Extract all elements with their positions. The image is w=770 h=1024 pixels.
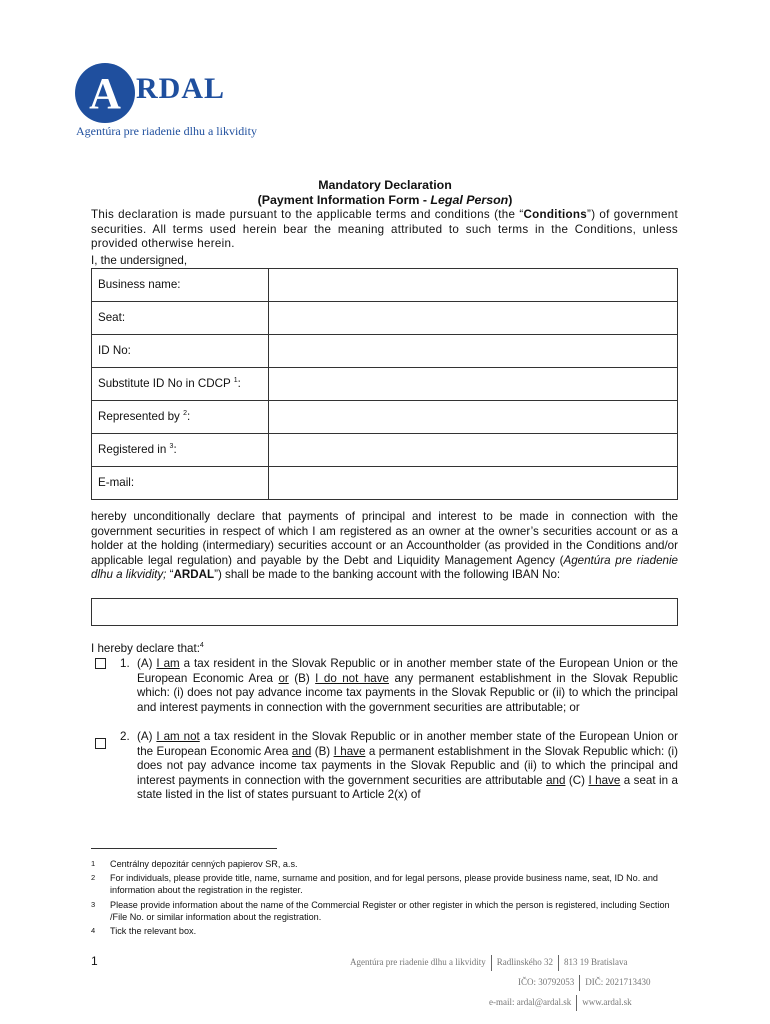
business-name-field[interactable] [269, 269, 678, 302]
footnote-2: 2 For individuals, please provide title, name, surname and position, and for legal persons, please provide business name, seat, ID No. and information about the registration in the register. [91, 873, 658, 895]
identification-table [91, 268, 678, 500]
email-field[interactable] [269, 467, 678, 500]
table-row [92, 269, 678, 302]
footer-email[interactable]: e-mail: ardal@ardal.sk [489, 997, 572, 1008]
registered-in-field[interactable] [269, 434, 678, 467]
footer-address: Agentúra pre riadenie dlhu a likvidity Radlinského 32 813 19 Bratislava [350, 955, 627, 971]
table-row [92, 467, 678, 500]
intro-paragraph: This declaration is made pursuant to the applicable terms and conditions (the “Conditions”) of government securities. All terms used herein bear the meaning attributed to such terms in the Conditions, unless provided otherwise herein. [91, 208, 678, 251]
table-row [92, 335, 678, 368]
logo-circle-icon [74, 62, 144, 124]
declare-intro: I hereby declare that:$^4$ [91, 642, 204, 655]
footnote-3: 3 Please provide information about the name of the Commercial Register or other register in which the person is registered, including Section /File No. or similar information about the registration. [91, 900, 670, 922]
footer-contact [489, 995, 632, 1011]
footnote-4: 4 Tick the relevant box. [91, 926, 197, 936]
table-row [92, 401, 678, 434]
declaration-paragraph: hereby unconditionally declare that payments of principal and interest to be made in connection with the government securities in respect of which I am registered as an owner at the owner’s securities account or as a holder at the holding (intermediary) securities account or an Accountholder (as provided in the Conditions and/or applicable legal regulation) and payable by the Debt and Liquidity Management Agency (Agentúra pre riadenie dlhu a likvidity; “ARDAL”) shall be made to the banking account with the following IBAN No: [91, 510, 678, 582]
footnote-divider [91, 848, 277, 849]
substitute-id-label: Substitute ID No in CDCP $^1$: [92, 368, 269, 401]
logo-brand-text: RDAL [136, 72, 226, 105]
option-2-text: 2. (A) I am not a tax resident in the Slovak Republic or in another member state of the European Union or the European Economic Area and (B) I have a permanent establishment in the Slovak Republic which: (i) does not pay advance income tax payments in the Slovak Republic and (ii) to which the principal and interest payments in connection with the government securities are attributable and (C) I have a seat in a state listed in the list of states pursuant to Article 2(x) of [120, 730, 678, 802]
represented-by-label: Represented by $^2$: [92, 401, 269, 434]
table-row [92, 302, 678, 335]
option-2-checkbox[interactable] [95, 738, 106, 749]
email-label: E-mail: [92, 467, 269, 500]
ardal-logo [74, 62, 274, 140]
footer-website[interactable]: www.ardal.sk [582, 997, 632, 1008]
undersigned-line: I, the undersigned, [91, 254, 188, 267]
substitute-id-field[interactable] [269, 368, 678, 401]
table-row [92, 368, 678, 401]
footer-ids: IČO: 30792053 DIČ: 2021713430 [518, 975, 651, 991]
svg-text:A: A [89, 69, 121, 118]
option-1-text: 1. (A) I am a tax resident in the Slovak Republic or in another member state of the European Union or the European Economic Area or (B) I do not have any permanent establishment in the Slovak Republic which: (i) does not pay advance income tax payments in the Slovak Republic or (ii) to which the principal and interest payments in connection with the government securities are attributable; or [120, 657, 678, 714]
business-name-label: Business name: [92, 269, 269, 302]
id-no-field[interactable] [269, 335, 678, 368]
table-row [92, 434, 678, 467]
footnote-1: 1 Centrálny depozitár cenných papierov SR, a.s. [91, 859, 298, 869]
represented-by-field[interactable] [269, 401, 678, 434]
iban-field[interactable] [91, 598, 678, 626]
logo-tagline: Agentúra pre riadenie dlhu a likvidity [76, 124, 257, 138]
id-no-label: ID No: [92, 335, 269, 368]
document-title: Mandatory Declaration [318, 178, 452, 192]
registered-in-label: Registered in $^3$: [92, 434, 269, 467]
seat-field[interactable] [269, 302, 678, 335]
seat-label: Seat: [92, 302, 269, 335]
page-number: 1 [91, 954, 98, 968]
document-subtitle: (Payment Information Form - Legal Person) [257, 193, 513, 207]
option-1-checkbox[interactable] [95, 658, 106, 669]
